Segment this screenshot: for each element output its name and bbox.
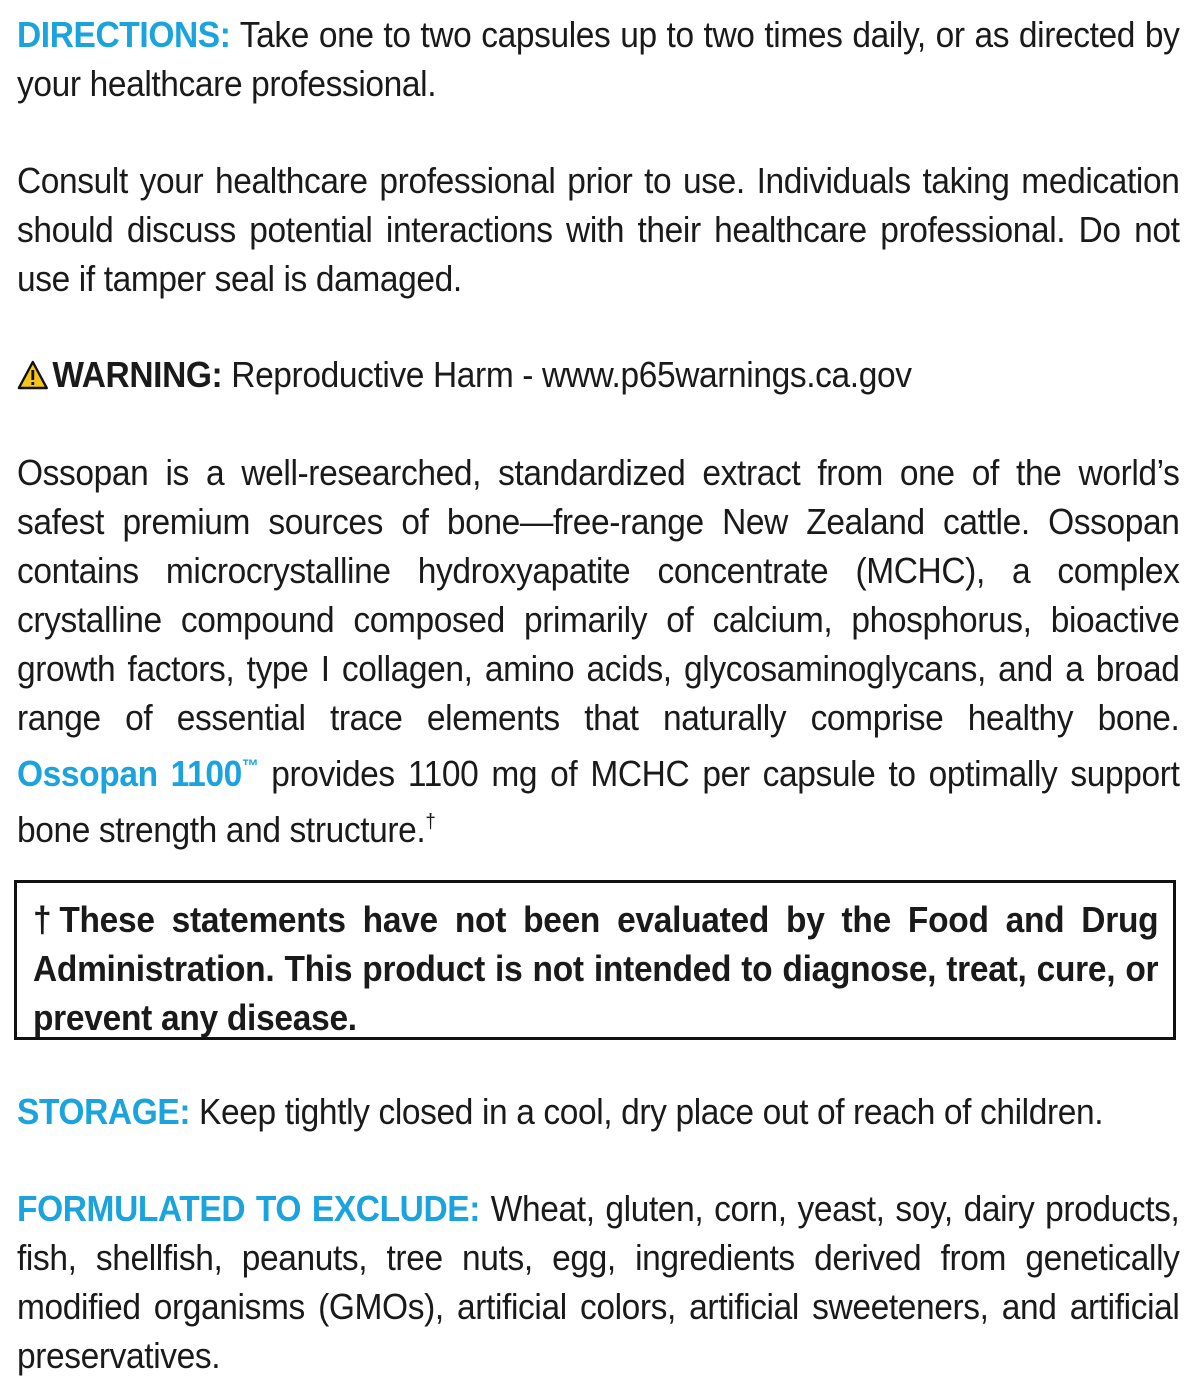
- storage-paragraph: [17, 1087, 1180, 1136]
- fda-disclaimer-text: †These statements have not been evaluated by the Food and Drug Administration. This product is not intended to diagnose, treat, cure, or prevent any disease.: [33, 899, 1159, 1038]
- directions-text: Take one to two capsules up to two times daily, or as directed by your healthcare professional.: [17, 14, 1180, 104]
- directions-label: DIRECTIONS:: [17, 14, 231, 55]
- description-text-end: provides 1100 mg of MCHC per capsule to optimally support bone strength and structure.: [17, 753, 1180, 850]
- brand-name: Ossopan 1100: [17, 753, 242, 794]
- description-text: Ossopan is a well-researched, standardized extract from one of the world’s safest premium sources of bone—free-range New Zealand cattle. Ossopan contains microcrystalline hydroxyapatite concentrate (MCHC), a complex crystalline compound composed primarily of calcium, phosphorus, bioactive growth factors, type I collagen, amino acids, glycosaminoglycans, and a broad range of essential trace elements that naturally comprise healthy bone.: [17, 452, 1180, 738]
- storage-label: STORAGE:: [17, 1091, 191, 1132]
- exclude-label: FORMULATED TO EXCLUDE:: [17, 1188, 481, 1229]
- warning-paragraph: [17, 350, 1180, 399]
- storage-text: Keep tightly closed in a cool, dry place out of reach of children.: [190, 1091, 1104, 1132]
- directions-paragraph: [17, 10, 1180, 108]
- warning-triangle-icon: [17, 353, 49, 383]
- warning-label: WARNING:: [52, 354, 223, 395]
- trademark-symbol: ™: [241, 756, 259, 776]
- consult-paragraph: Consult your healthcare professional prior to use. Individuals taking medication should discuss potential interactions with their healthcare professional. Do not use if tamper seal is damaged.: [17, 160, 1180, 299]
- exclude-paragraph: [17, 1184, 1180, 1380]
- fda-disclaimer-box: [14, 880, 1176, 1040]
- dagger-footnote-mark: †: [425, 811, 436, 833]
- warning-text: Reproductive Harm - www.p65warnings.ca.gov: [222, 354, 912, 395]
- product-description: [17, 448, 1180, 854]
- exclude-text: Wheat, gluten, corn, yeast, soy, dairy products, fish, shellfish, peanuts, tree nuts, egg, ingredients derived from genetically modified organisms (GMOs), artificial colors, artificial sweeteners, and artificial preservatives.: [17, 1188, 1180, 1376]
